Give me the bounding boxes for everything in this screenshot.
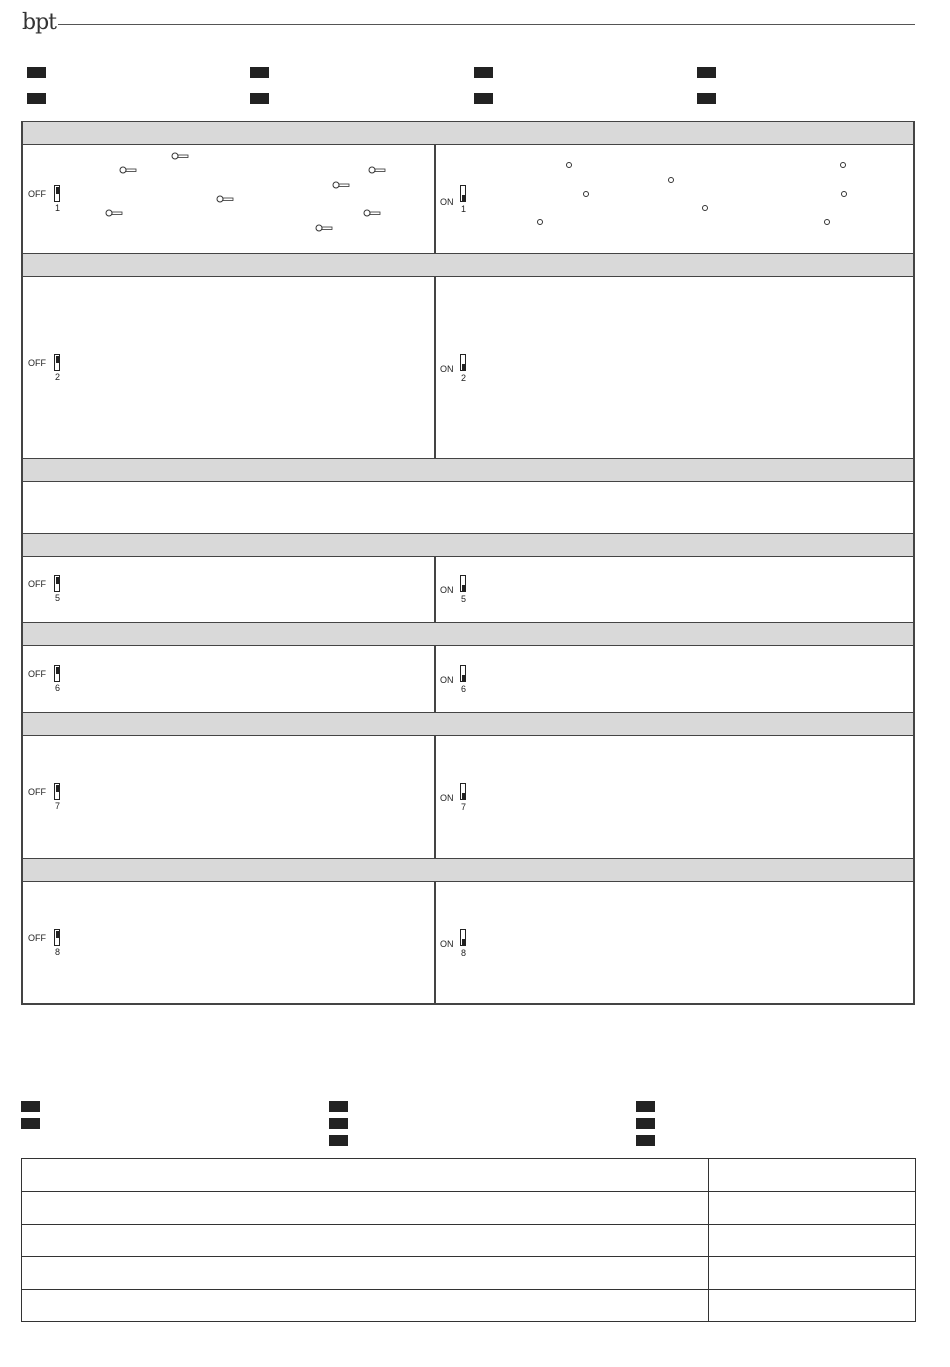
black-square-icon — [27, 93, 46, 104]
dip-switch-table — [21, 121, 915, 1005]
table-row — [22, 1289, 915, 1290]
column-divider — [434, 736, 436, 858]
switch-number: 8 — [55, 947, 61, 957]
switch-state-label: ON — [440, 675, 454, 685]
table-row — [22, 1256, 915, 1257]
circle-icon — [841, 191, 847, 197]
circle-icon — [840, 162, 846, 168]
black-square-icon — [250, 93, 269, 104]
black-square-icon — [636, 1118, 655, 1129]
switch-icon — [460, 783, 466, 800]
switch-icon — [54, 929, 60, 946]
switch-icon — [54, 185, 60, 202]
bottom-table — [21, 1158, 916, 1322]
black-square-icon — [21, 1118, 40, 1129]
switch-number: 5 — [461, 594, 467, 604]
switch-state-label: OFF — [28, 669, 46, 679]
section-header — [23, 622, 913, 646]
switch-state-label: ON — [440, 793, 454, 803]
black-square-icon — [27, 67, 46, 78]
switch-icon — [54, 575, 60, 592]
switch-state-label: OFF — [28, 579, 46, 589]
black-square-icon — [697, 67, 716, 78]
switch-number: 6 — [55, 683, 61, 693]
switch-number: 1 — [55, 203, 61, 213]
section-header — [23, 533, 913, 557]
header-rule — [58, 24, 915, 25]
key-icon — [216, 195, 234, 203]
switch-icon — [54, 783, 60, 800]
switch-number: 6 — [461, 684, 467, 694]
black-square-icon — [636, 1101, 655, 1112]
switch-state-label: ON — [440, 197, 454, 207]
switch-number: 2 — [461, 373, 467, 383]
circle-icon — [702, 205, 708, 211]
switch-state-label: OFF — [28, 787, 46, 797]
switch-icon — [460, 354, 466, 371]
switch-number: 7 — [461, 802, 467, 812]
switch-number: 7 — [55, 801, 61, 811]
black-square-icon — [21, 1101, 40, 1112]
circle-icon — [668, 177, 674, 183]
brand-logo: bpt — [22, 10, 57, 35]
black-square-icon — [329, 1118, 348, 1129]
switch-icon — [460, 575, 466, 592]
section-header — [23, 458, 913, 482]
switch-icon — [54, 665, 60, 682]
section-header — [23, 121, 913, 145]
circle-icon — [583, 191, 589, 197]
key-icon — [171, 152, 189, 160]
key-icon — [119, 166, 137, 174]
switch-number: 2 — [55, 372, 61, 382]
black-square-icon — [697, 93, 716, 104]
switch-number: 1 — [461, 204, 467, 214]
key-icon — [332, 181, 350, 189]
table-column-divider — [708, 1159, 709, 1321]
switch-icon — [54, 354, 60, 371]
black-square-icon — [250, 67, 269, 78]
column-divider — [434, 882, 436, 1005]
key-icon — [315, 224, 333, 232]
switch-icon — [460, 185, 466, 202]
switch-state-label: ON — [440, 364, 454, 374]
column-divider — [434, 557, 436, 622]
black-square-icon — [329, 1101, 348, 1112]
column-divider — [434, 145, 436, 253]
key-icon — [368, 166, 386, 174]
switch-icon — [460, 929, 466, 946]
black-square-icon — [474, 67, 493, 78]
circle-icon — [537, 219, 543, 225]
black-square-icon — [636, 1135, 655, 1146]
circle-icon — [566, 162, 572, 168]
switch-icon — [460, 665, 466, 682]
switch-state-label: ON — [440, 585, 454, 595]
section-header — [23, 253, 913, 277]
black-square-icon — [329, 1135, 348, 1146]
key-icon — [363, 209, 381, 217]
key-icon — [105, 209, 123, 217]
section-header — [23, 712, 913, 736]
switch-state-label: ON — [440, 939, 454, 949]
table-row — [22, 1224, 915, 1225]
switch-number: 8 — [461, 948, 467, 958]
column-divider — [434, 646, 436, 712]
switch-state-label: OFF — [28, 189, 46, 199]
switch-state-label: OFF — [28, 358, 46, 368]
switch-number: 5 — [55, 593, 61, 603]
circle-icon — [824, 219, 830, 225]
switch-state-label: OFF — [28, 933, 46, 943]
table-row — [22, 1191, 915, 1192]
black-square-icon — [474, 93, 493, 104]
column-divider — [434, 277, 436, 458]
section-header — [23, 858, 913, 882]
